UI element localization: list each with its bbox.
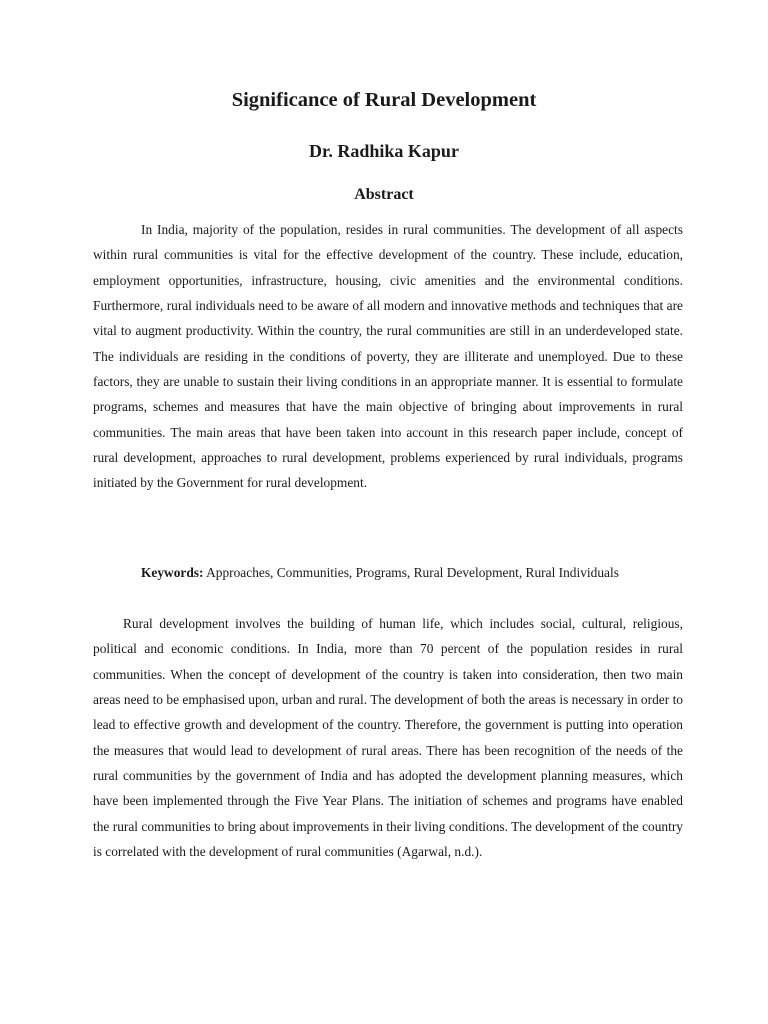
author-name: Dr. Radhika Kapur <box>309 141 459 161</box>
abstract-heading: Abstract <box>354 186 414 203</box>
keywords-paragraph <box>93 560 683 585</box>
keywords-list: Approaches, Communities, Programs, Rural Development, Rural Individuals <box>203 565 619 580</box>
document-title: Significance of Rural Development <box>231 89 537 111</box>
introduction-paragraph: Rural development involves the building of human life, which includes social, cultural, religious, political and economic conditions. In India, more than 70 percent of the population resides in rural communities. When the concept of development of the country is taken into consideration, then two main areas need to be emphasised upon, urban and rural. The development of both the areas is necessary in order to lead to effective growth and development of the country. Therefore, the government is putting into operation the measures that would lead to development of rural areas. There has been recognition of the needs of the rural communities by the government of India and has adopted the development planning measures, which have been implemented through the Five Year Plans. The initiation of schemes and programs have enabled the rural communities to bring about improvements in their living conditions. The development of the country is correlated with the development of rural communities (Agarwal, n.d.). <box>93 616 683 860</box>
abstract-paragraph: In India, majority of the population, resides in rural communities. The development of all aspects within rural communities is vital for the effective development of the country. These include, education, employment opportunities, infrastructure, housing, civic amenities and the environmental conditions. Furthermore, rural individuals need to be aware of all modern and innovative methods and techniques that are vital to augment productivity. Within the country, the rural communities are still in an underdeveloped state. The individuals are residing in the conditions of poverty, they are illiterate and unemployed. Due to these factors, they are unable to sustain their living conditions in an appropriate manner. It is essential to formulate programs, schemes and measures that have the main objective of bringing about improvements in rural communities. The main areas that have been taken into account in this research paper include, concept of rural development, approaches to rural development, problems experienced by rural individuals, programs initiated by the Government for rural development. <box>93 222 683 491</box>
keywords-label: Keywords: <box>141 565 204 580</box>
